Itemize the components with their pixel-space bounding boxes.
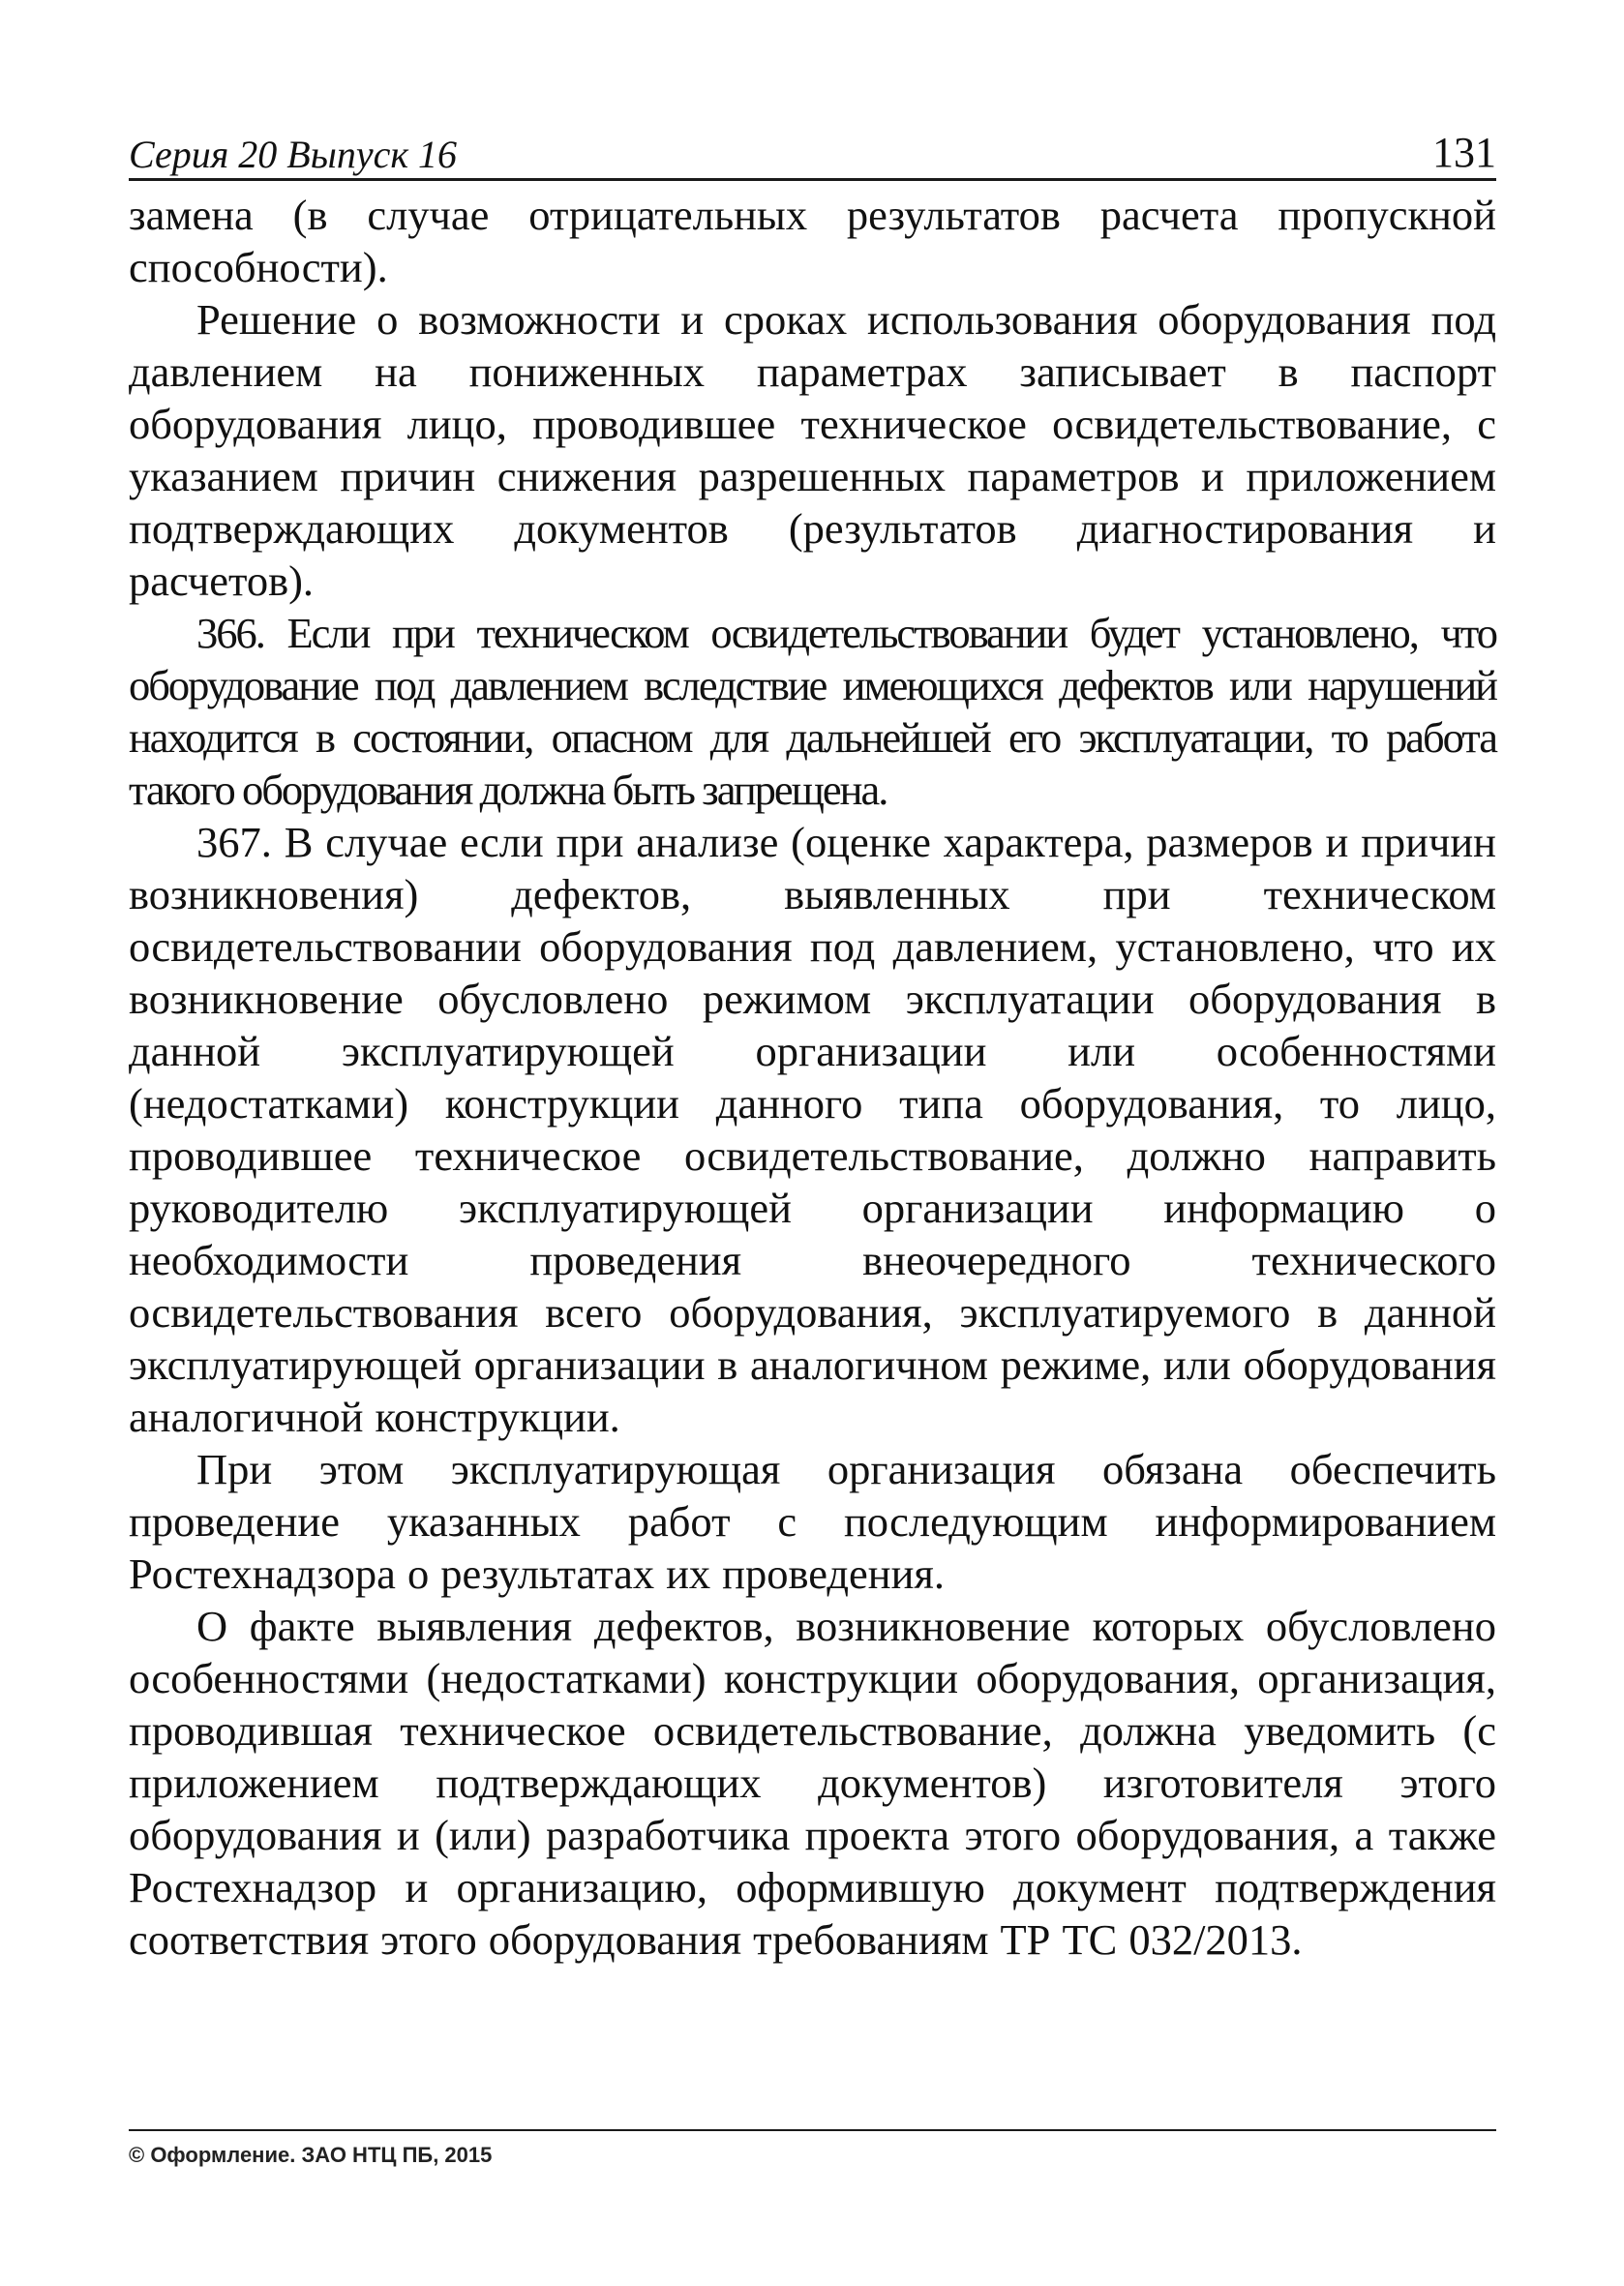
- body-text: [129, 189, 1496, 1966]
- paragraph-continuation: замена (в случае отрицательных результатов расчета пропускной способности).: [129, 191, 1496, 291]
- paragraph-reduced-parameters: Решение о возможности и сроках использования оборудования под давлением на пониженных параметрах записывает в паспорт оборудования лицо, проводившее техническое освидетельствование, с указанием причин снижения разрешенных параметров и приложением подтверждающих документов (результатов диагностирования и расчетов).: [129, 295, 1496, 605]
- paragraph-defect-notification: О факте выявления дефектов, возникновение которых обусловлено особенностями (недостатками) конструкции оборудования, организация, проводившая техническое освидетельствование, должна уведомить (с приложением подтверждающих документов) изготовителя этого оборудования и (или) разработчика проекта этого оборудования, а также Ростехнадзор и организацию, оформившую документ подтверждения соответствия этого оборудования требованиям ТР ТС 032/2013.: [129, 1602, 1496, 1964]
- running-header: [129, 116, 1496, 181]
- paragraph-item-367: 367. В случае если при анализе (оценке характера, размеров и причин возникновения) дефектов, выявленных при техническом освидетельствовании оборудования под давлением, установлено, что их возникновение обусловлено режимом эксплуатации оборудования в данной эксплуатирующей организации или особенностями (недостатками) конструкции данного типа оборудования, то лицо, проводившее техническое освидетельствование, должно направить руководителю эксплуатирующей организации информацию о необходимости проведения внеочередного технического освидетельствования всего оборудования, эксплуатируемого в данной эксплуатирующей организации в аналогичном режиме, или оборудования аналогичной конструкции.: [129, 818, 1496, 1441]
- page-number: 131: [1432, 129, 1496, 176]
- paragraph-item-366: 366. Если при техническом освидетельствовании будет установлено, что оборудование под давлением вследствие имеющихся дефектов или нарушений находится в состоянии, опасном для дальнейшей его эксплуатации, то работа такого оборудования должна быть запрещена.: [129, 609, 1496, 814]
- copyright-footer: [129, 2129, 1496, 2168]
- document-page: [129, 116, 1496, 1966]
- copyright-text: © Оформление. ЗАО НТЦ ПБ, 2015: [129, 2143, 493, 2167]
- paragraph-operator-obligation: При этом эксплуатирующая организация обязана обеспечить проведение указанных работ с последующим информированием Ростехнадзора о результатах их проведения.: [129, 1445, 1496, 1598]
- series-label: Серия 20 Выпуск 16: [129, 133, 458, 176]
